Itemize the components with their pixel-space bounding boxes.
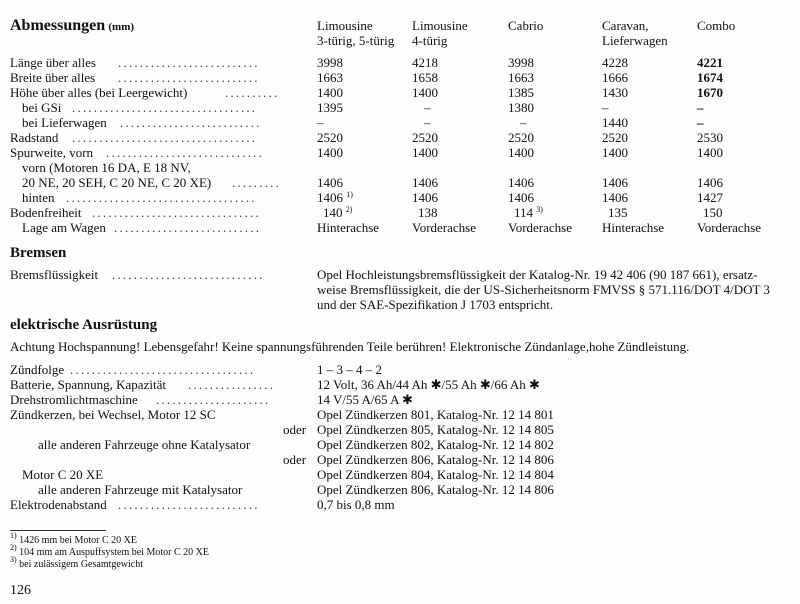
leader-dots: .................................. (72, 130, 258, 145)
brake-fluid-line-2: weise Bremsflüssigkeit, die der US-Sicherheitsnorm FMVSS § 571.116/DOT 4/DOT 3 (317, 282, 770, 297)
cell: – (424, 100, 431, 115)
row-label-battery: Batterie, Spannung, Kapazität (10, 377, 166, 392)
row-label-position: Lage am Wagen (22, 220, 106, 235)
row-label-track-rear: hinten (22, 190, 55, 205)
cell: 140 $^{2)}$ (323, 205, 353, 220)
leader-dots: .......................... (118, 55, 260, 70)
row-label-gsi: bei GSi (22, 100, 62, 115)
cell: 150 (703, 205, 723, 220)
leader-dots: ..................... (156, 392, 271, 407)
row-label-height: Höhe über alles (bei Leergewicht) (10, 85, 188, 100)
cell: 138 (418, 205, 438, 220)
row-label-lieferwagen: bei Lieferwagen (22, 115, 107, 130)
cell: 1400 (602, 145, 628, 160)
cell: Hinterachse (317, 220, 380, 235)
cell: 1666 (602, 70, 628, 85)
leader-dots: ............................... (92, 205, 261, 220)
page-number: 126 (10, 583, 31, 598)
col-header-caravan: Caravan, Lieferwagen (602, 18, 668, 48)
cell: 1663 (508, 70, 534, 85)
cell: 2520 (602, 130, 628, 145)
cell: – (602, 100, 609, 115)
cell: 2520 (412, 130, 438, 145)
cell: 114 $^{3)}$ (514, 205, 543, 220)
row-label-no-catalyst: alle anderen Fahrzeuge ohne Katalysator (38, 437, 251, 452)
brake-fluid-line-1: Opel Hochleistungsbremsflüssigkeit der Katalog-Nr. 19 42 406 (90 187 661), ersatz- (317, 267, 758, 282)
leader-dots: .................................. (72, 100, 258, 115)
value-no-catalyst-alt: Opel Zündkerzen 806, Katalog-Nr. 12 14 806 (317, 452, 554, 467)
value-firing-order: 1 – 3 – 4 – 2 (317, 362, 382, 377)
cell: 135 (608, 205, 628, 220)
cell: 1406 (508, 190, 534, 205)
value-no-catalyst: Opel Zündkerzen 802, Katalog-Nr. 12 14 802 (317, 437, 554, 452)
cell: 4221 (697, 55, 723, 70)
cell: 2520 (317, 130, 343, 145)
row-label-ground-clearance: Bodenfreiheit (10, 205, 82, 220)
leader-dots: ................................... (66, 190, 257, 205)
cell: 1658 (412, 70, 438, 85)
row-label-spark-plugs: Zündkerzen, bei Wechsel, Motor 12 SC (10, 407, 216, 422)
cell: 1406 (508, 175, 534, 190)
cell: – (697, 100, 704, 115)
value-battery: 12 Volt, 36 Ah/44 Ah ✱/55 Ah ✱/66 Ah ✱ (317, 377, 540, 392)
value-c20xe: Opel Zündkerzen 804, Katalog-Nr. 12 14 804 (317, 467, 554, 482)
leader-dots: ........................... (114, 220, 262, 235)
leader-dots: ............................ (112, 267, 265, 282)
cell: 2520 (508, 130, 534, 145)
value-spark-plugs-alt: Opel Zündkerzen 805, Katalog-Nr. 12 14 805 (317, 422, 554, 437)
cell: 1406 $^{1)}$ (317, 190, 353, 205)
cell: Vorderachse (697, 220, 762, 235)
value-electrode-gap: 0,7 bis 0,8 mm (317, 497, 395, 512)
cell: Vorderachse (412, 220, 477, 235)
leader-dots: .......... (225, 85, 280, 100)
row-label-track-front: Spurweite, vorn (10, 145, 94, 160)
cell: – (520, 115, 527, 130)
row-label-brake-fluid: Bremsflüssigkeit (10, 267, 99, 282)
row-label-firing-order: Zündfolge (10, 362, 65, 377)
row-label-or: oder (283, 452, 307, 467)
cell: 1406 (412, 175, 438, 190)
row-label-c20xe: Motor C 20 XE (22, 467, 104, 482)
cell: Vorderachse (508, 220, 573, 235)
footnote-3: $^{3)}$ bei zulässigem Gesamtgewicht (10, 555, 144, 570)
row-label-length: Länge über alles (10, 55, 96, 70)
cell: 1400 (317, 145, 343, 160)
cell: 1400 (697, 145, 723, 160)
leader-dots: ............................. (106, 145, 265, 160)
value-spark-plugs: Opel Zündkerzen 801, Katalog-Nr. 12 14 801 (317, 407, 554, 422)
cell: – (697, 115, 704, 130)
cell: 1400 (412, 85, 438, 100)
footnote-ref: 3) (536, 205, 543, 214)
cell: 1395 (317, 100, 343, 115)
cell: 3998 (508, 55, 534, 70)
cell: 3998 (317, 55, 343, 70)
cell: 1400 (412, 145, 438, 160)
cell: 1406 (412, 190, 438, 205)
col-header-cabrio: Cabrio (508, 18, 544, 33)
col-header-combo: Combo (697, 18, 736, 33)
footnote-2: $^{2)}$ 104 mm am Auspuffsystem bei Motor C 20 XE (10, 543, 209, 558)
leader-dots: .......................... (118, 497, 260, 512)
cell: 4218 (412, 55, 438, 70)
leader-dots: .................................. (70, 362, 256, 377)
cell: 1380 (508, 100, 534, 115)
leader-dots: .......................... (120, 115, 262, 130)
cell: 1427 (697, 190, 723, 205)
cell: 4228 (602, 55, 628, 70)
leader-dots: ................ (188, 377, 276, 392)
footnote-1: $^{1)}$ 1426 mm bei Motor C 20 XE (10, 531, 137, 546)
row-label-alternator: Drehstromlichtmaschine (10, 392, 138, 407)
footnote-ref: 1) (346, 190, 353, 199)
cell: 1385 (508, 85, 534, 100)
cell: 1663 (317, 70, 343, 85)
cell: 1670 (697, 85, 723, 100)
footnote-divider (10, 530, 106, 531)
value-alternator: 14 V/55 A/65 A ✱ (317, 392, 413, 407)
cell: 1674 (697, 70, 723, 85)
brake-fluid-line-3: und der SAE-Spezifikation J 1703 entspricht. (317, 297, 554, 312)
row-label-electrode-gap: Elektrodenabstand (10, 497, 107, 512)
col-header-limousine-4: Limousine 4-türig (412, 18, 468, 48)
row-label-width: Breite über alles (10, 70, 96, 85)
leader-dots: ......... (232, 175, 282, 190)
cell: 2530 (697, 130, 723, 145)
high-voltage-warning: Achtung Hochspannung! Lebensgefahr! Keine spannungsführenden Teile berühren! Elektronische Zündanlage,hohe Zündleistung. (10, 339, 690, 354)
leader-dots: .......................... (118, 70, 260, 85)
footnote-ref: 2) (345, 205, 353, 214)
cell: 1400 (317, 85, 343, 100)
cell: 1406 (697, 175, 723, 190)
value-with-catalyst: Opel Zündkerzen 806, Katalog-Nr. 12 14 806 (317, 482, 554, 497)
col-header-limousine-3-5: Limousine 3-türig, 5-türig (317, 18, 395, 48)
row-label-or: oder (283, 422, 307, 437)
cell: – (317, 115, 324, 130)
cell: 1400 (508, 145, 534, 160)
cell: 1440 (602, 115, 628, 130)
row-label-wheelbase: Radstand (10, 130, 59, 145)
cell: 1430 (602, 85, 628, 100)
section-title-brakes: Bremsen (10, 245, 67, 261)
row-label-with-catalyst: alle anderen Fahrzeuge mit Katalysator (38, 482, 243, 497)
cell: Hinterachse (602, 220, 665, 235)
section-title-electrical: elektrische Ausrüstung (10, 317, 158, 333)
cell: 1406 (317, 175, 343, 190)
cell: 1406 (602, 175, 628, 190)
row-label-track-engines: vorn (Motoren 16 DA, E 18 NV, (22, 160, 191, 175)
cell: 1406 (602, 190, 628, 205)
row-label-track-engines-2: 20 NE, 20 SEH, C 20 NE, C 20 XE) (22, 175, 212, 190)
cell: – (424, 115, 431, 130)
section-title-dimensions: Abmessungen (mm) (10, 17, 135, 34)
